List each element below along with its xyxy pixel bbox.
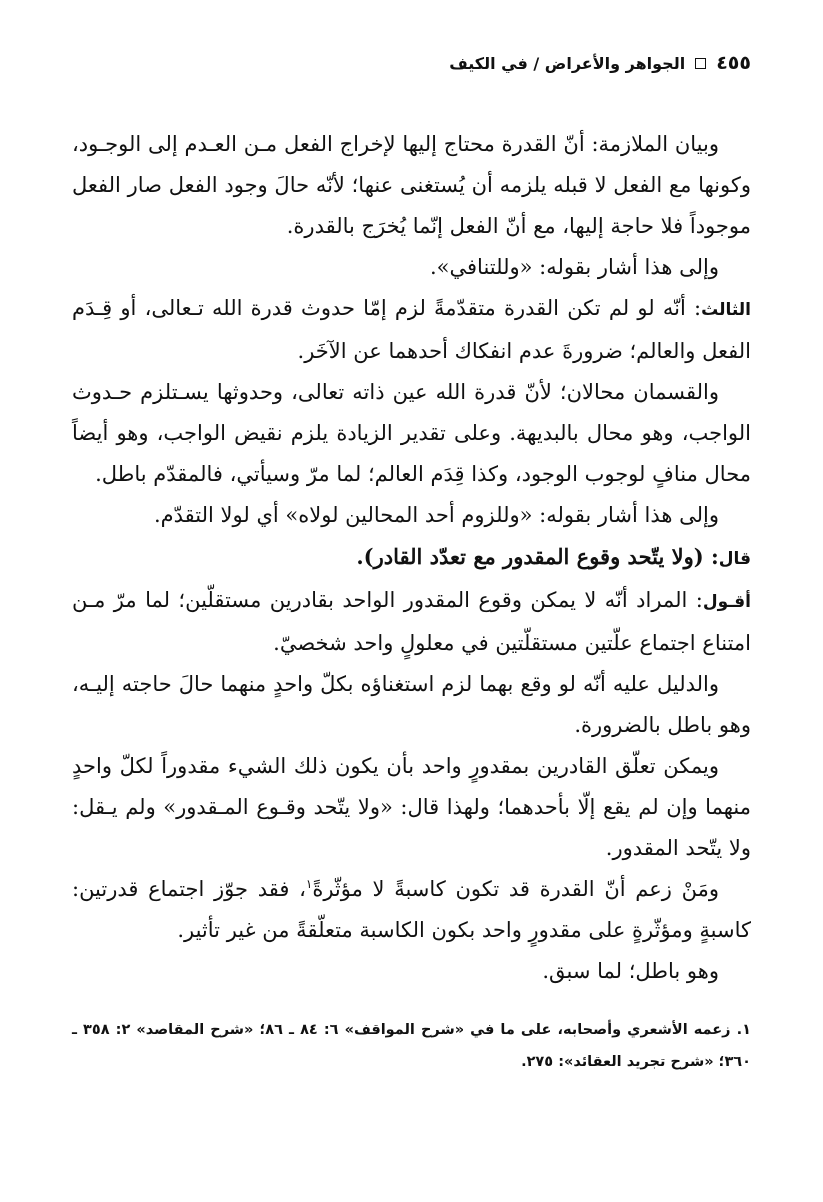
paragraph-text: ومَنْ زعم أنّ القدرة قد تكون كاسبةً لا مؤثّرةً (312, 877, 719, 901)
page-number: ٤٥٥ (716, 52, 751, 74)
paragraph: وهو باطل؛ لما سبق. (542, 959, 719, 983)
square-separator-icon (695, 58, 706, 69)
running-title: الجواهر والأعراض / في الكيف (449, 53, 686, 73)
paragraph-text: : المراد أنّه لا يمكن وقوع المقدور الواحد بقادرين مستقلّين؛ لما مرّ مـن امتناع اجتماع علّتين مستقلّتين في معلولٍ واحد شخصيّ. (72, 588, 751, 655)
paragraph (72, 536, 751, 580)
paragraph: وبيان الملازمة: أنّ القدرة محتاج إليها لإخراج الفعل مـن العـدم إلى الوجـود، وكونها مع الفعل لا قبله يلزمه أن يُستغنى عنها؛ لأنّه حالَ وجود الفعل صار الفعل موجوداً فلا حاجة إليها، مع أنّ الفعل إنّما يُخرَج بالقدرة. (72, 132, 751, 238)
main-text (72, 124, 751, 992)
paragraph (72, 288, 751, 372)
section-label: قال (718, 549, 751, 569)
footnote-reference[interactable]: ١ (305, 877, 313, 891)
paragraph: والدليل عليه أنّه لو وقع بهما لزم استغناؤه بكلّ واحدٍ منهما حالَ حاجته إليـه، وهو باطل بالضرورة. (72, 672, 751, 737)
paragraph: وإلى هذا أشار بقوله: «وللزوم أحد المحالين لولاه» أي لولا التقدّم. (153, 503, 719, 527)
running-header (72, 44, 751, 82)
paragraph: ويمكن تعلّق القادرين بمقدورٍ واحد بأن يكون ذلك الشيء مقدوراً لكلّ واحدٍ منهما وإن لم يقع إلّا بأحدهما؛ ولهذا قال: «ولا يتّحد وقـوع المـقدور» ولم يـقل: ولا يتّحد المقدور. (72, 754, 751, 860)
paragraph: والقسمان محالان؛ لأنّ قدرة الله عين ذاته تعالى، وحدوثها يسـتلزم حـدوث الواجب، وهو محال بالبديهة. وعلى تقدير الزيادة يلزم نقيض الواجب، وهو أيضاً محال منافٍ لوجوب الوجود، وكذا قِدَم العالم؛ لما مرّ وسيأتي، فالمقدّم باطل. (72, 380, 751, 486)
section-label: الثالث (701, 300, 751, 320)
footnote: ١. زعمه الأشعري وأصحابه، على ما في «شرح المواقف» ٦: ٨٤ ـ ٨٦؛ «شرح المقاصد» ٢: ٣٥٨ ـ ٣٦٠؛ «شرح تجريد العقائد»: ٢٧٥. (72, 1022, 751, 1070)
paragraph (72, 580, 751, 664)
paragraph (72, 869, 751, 951)
section-label: أقـول (702, 592, 751, 612)
paragraph-text: : أنّه لو لم تكن القدرة متقدّمةً لزم إمّا حدوث قدرة الله تـعالى، أو قِـدَم الفعل والعالم؛ ضرورةَ عدم انفكاك أحدهما عن الآخَر. (72, 296, 751, 363)
paragraph-text: ، فقد جوّز اجتماع قدرتين: كاسبةٍ ومؤثّرةٍ على مقدورٍ واحد بكون الكاسبة متعلّقةً من غير تأثير. (72, 877, 751, 942)
paragraph-text: : (ولا يتّحد وقوع المقدور مع تعدّد القادر). (356, 544, 719, 569)
paragraph: وإلى هذا أشار بقوله: «وللتنافي». (429, 255, 719, 279)
